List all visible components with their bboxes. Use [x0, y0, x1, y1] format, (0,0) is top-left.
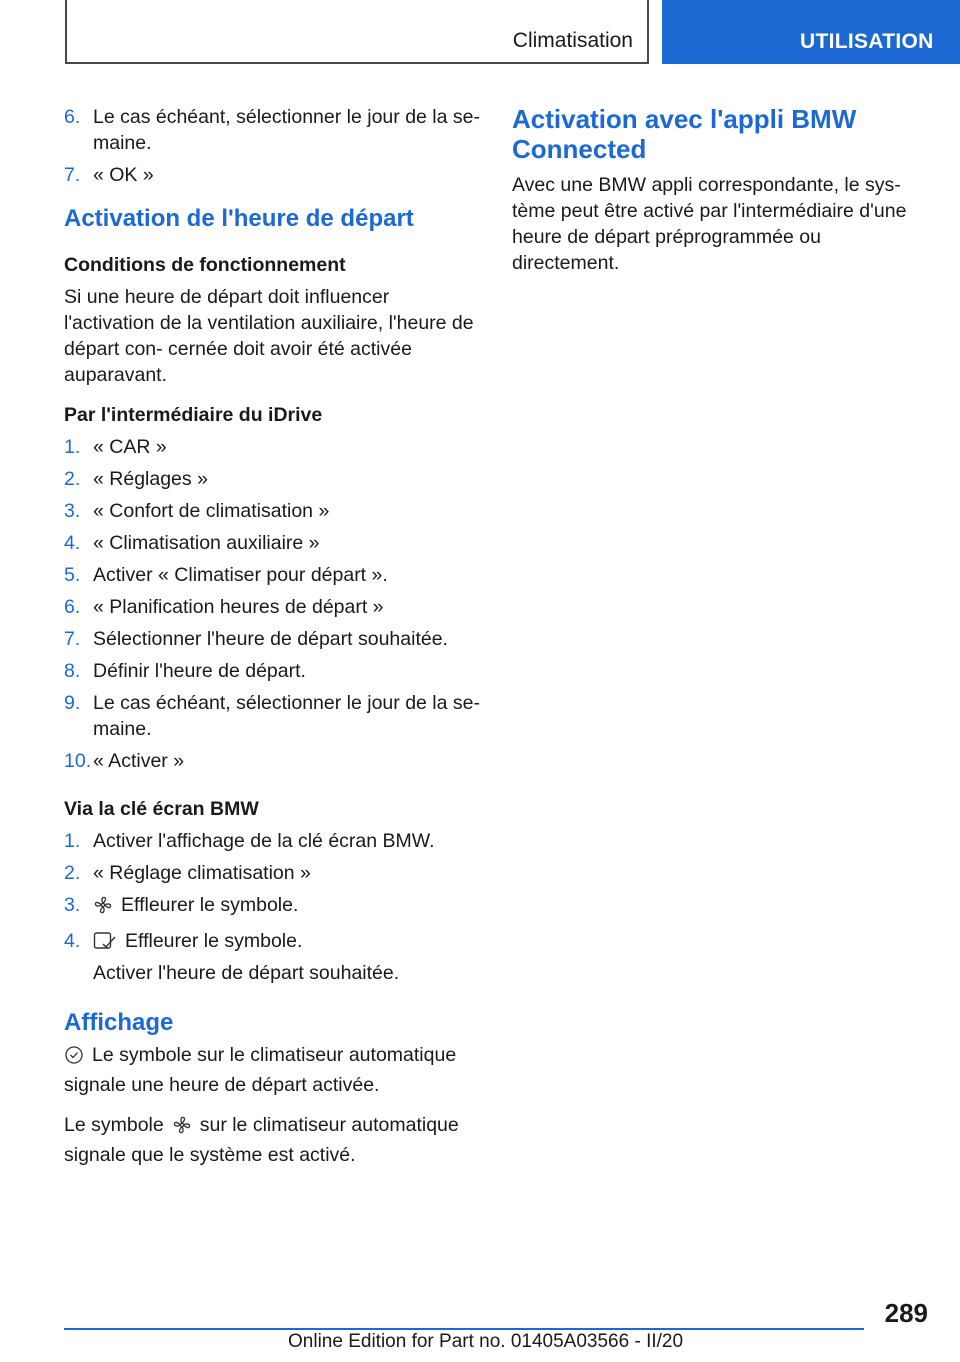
- step-number: 4.: [64, 930, 81, 952]
- step-number: 1.: [64, 436, 81, 458]
- step-text: « Planification heures de départ »: [93, 596, 384, 618]
- list-item: [64, 690, 484, 742]
- page-number: 289: [884, 1298, 928, 1328]
- list-item: [64, 892, 484, 922]
- clock-icon: [64, 1045, 84, 1072]
- step-text: Effleurer le symbole.: [121, 894, 299, 916]
- list-item: [64, 860, 484, 886]
- list-item: [64, 104, 484, 156]
- step-number: 10.: [64, 750, 92, 772]
- header-section-label: Climatisation: [512, 29, 633, 52]
- header-chapter-tab: [662, 0, 960, 64]
- footer-edition: Online Edition for Part no. 01405A03566 - II/20: [288, 1331, 684, 1352]
- conditions-text: Si une heure de départ doit influencer l'activation de la ventilation auxiliaire, l'heure de départ con‐ cernée doit avoir été activée auparavant.: [64, 286, 474, 386]
- step-number: 4.: [64, 532, 81, 554]
- display-text-2-b: sur le climatiseur automatique signale que le système est activé.: [64, 1114, 459, 1166]
- display-text-2: [64, 1112, 484, 1168]
- header-section-tab: [65, 0, 649, 64]
- step-number: 7.: [64, 164, 81, 186]
- step-number: 5.: [64, 564, 81, 586]
- step-text: « Climatisation auxiliaire »: [93, 532, 320, 554]
- list-item: [64, 748, 484, 774]
- step-number: 2.: [64, 468, 81, 490]
- key-title: Via la clé écran BMW: [64, 798, 259, 820]
- step-text: « Réglages »: [93, 468, 208, 490]
- fan-icon: [172, 1115, 192, 1142]
- list-item: [64, 828, 484, 854]
- step-text: Le cas échéant, sélectionner le jour de la se‐ maine.: [93, 106, 480, 154]
- header-chapter-label: UTILISATION: [800, 30, 934, 53]
- step-text: Le cas échéant, sélectionner le jour de la se‐ maine.: [93, 692, 480, 740]
- step-text: « OK »: [93, 164, 154, 186]
- display-text-2-a: Le symbole: [64, 1114, 164, 1136]
- step-number: 3.: [64, 500, 81, 522]
- step-text: Définir l'heure de départ.: [93, 660, 306, 682]
- page-header: [0, 0, 960, 66]
- left-column: [64, 104, 484, 1182]
- step-number: 7.: [64, 628, 81, 650]
- step-number: 6.: [64, 596, 81, 618]
- idrive-title: Par l'intermédiaire du iDrive: [64, 404, 323, 426]
- heading-app-activation: Activation avec l'appli BMW Connected: [512, 104, 857, 164]
- list-item: [64, 658, 484, 684]
- list-item: [64, 562, 484, 588]
- list-item: [64, 498, 484, 524]
- list-item: [64, 466, 484, 492]
- app-text: Avec une BMW appli correspondante, le sys‐ tème peut être activé par l'intermédiaire d'une heure de départ préprogrammée ou directement.: [512, 174, 907, 274]
- key-step4-followup: Activer l'heure de départ souhaitée.: [93, 962, 400, 984]
- step-text: « Activer »: [93, 750, 185, 772]
- heading-display: Affichage: [64, 1009, 174, 1036]
- step-text: « Réglage climatisation »: [93, 862, 311, 884]
- conditions-title: Conditions de fonctionnement: [64, 254, 346, 276]
- footer-divider: [64, 1328, 864, 1330]
- list-item: [64, 434, 484, 460]
- fan-icon: [93, 895, 113, 922]
- list-item: [64, 530, 484, 556]
- list-item: [64, 162, 484, 188]
- step-number: 2.: [64, 862, 81, 884]
- step-number: 8.: [64, 660, 81, 682]
- step-number: 6.: [64, 106, 81, 128]
- step-text: Activer « Climatiser pour départ ».: [93, 564, 388, 586]
- display-text-1: [64, 1042, 484, 1098]
- step-text: Activer l'affichage de la clé écran BMW.: [93, 830, 435, 852]
- list-item: [64, 928, 484, 958]
- heading-departure-activation: Activation de l'heure de départ: [64, 205, 414, 232]
- step-number: 1.: [64, 830, 81, 852]
- clock-check-icon: [93, 931, 117, 958]
- step-number: 9.: [64, 692, 81, 714]
- list-item: [64, 626, 484, 652]
- list-item: [64, 594, 484, 620]
- step-text: « Confort de climatisation »: [93, 500, 330, 522]
- right-column: [512, 104, 932, 290]
- step-text: « CAR »: [93, 436, 167, 458]
- step-number: 3.: [64, 894, 81, 916]
- step-text: Sélectionner l'heure de départ souhaitée.: [93, 628, 448, 650]
- display-text-1-content: Le symbole sur le climatiseur automatique signale une heure de départ activée.: [64, 1044, 457, 1096]
- step-text: Effleurer le symbole.: [125, 930, 303, 952]
